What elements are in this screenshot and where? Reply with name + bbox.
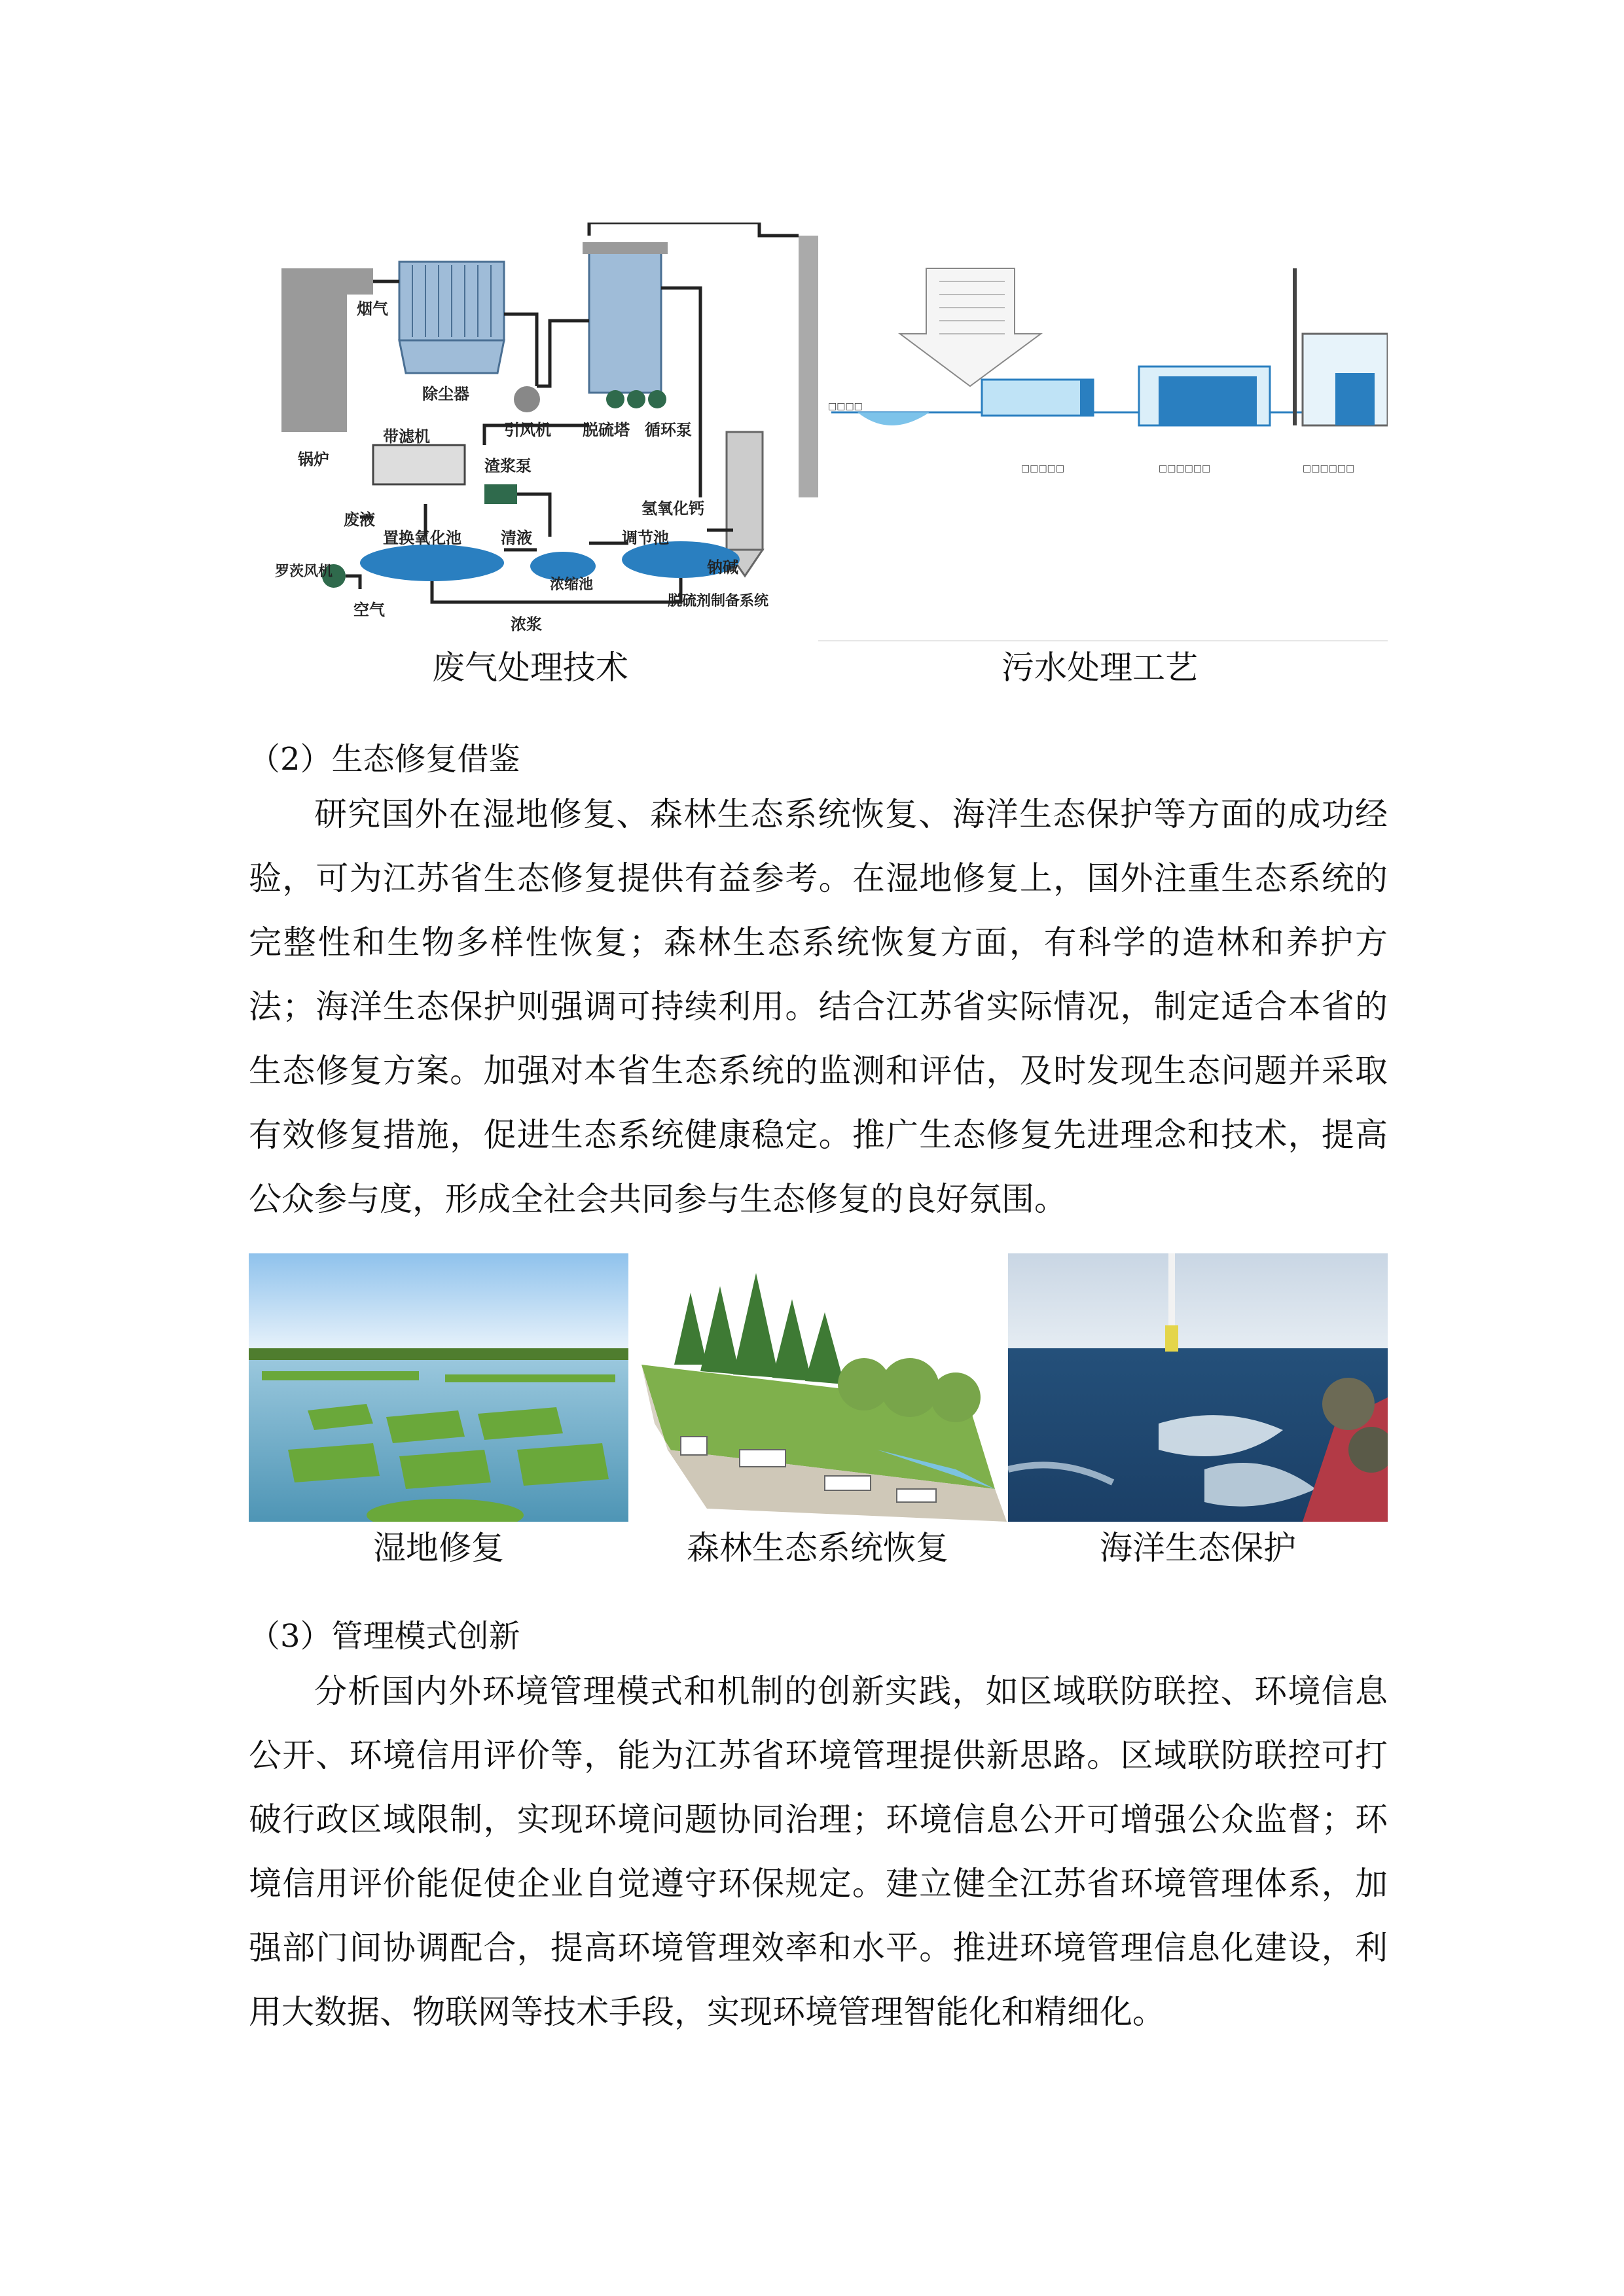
- exhaust-gas-diagram: [275, 223, 818, 641]
- label-tiaojiechi: 调节池: [622, 529, 669, 547]
- label-nongjiang: 浓浆: [511, 615, 542, 634]
- label-najian: 钠碱: [707, 558, 738, 577]
- label-guolu: 锅炉: [298, 450, 329, 469]
- label-qingyanghuagai: 氢氧化钙: [641, 499, 704, 518]
- section3-heading: （3）管理模式创新: [249, 1618, 520, 1655]
- label-chuchenqi: 除尘器: [422, 385, 469, 403]
- sewage-caption: 污水处理工艺: [1001, 649, 1198, 687]
- section3-paragraph: 分析国内外环境管理模式和机制的创新实践，如区域联防联控、环境信息公开、环境信用评价等，能为江苏省环境管理提供新思路。区域联防联控可打破行政区域限制，实现环境问题协同治理；环境信息公开可增强公众监督；环境信用评价能促使企业自觉遵守环保规定。建立健全江苏省环境管理体系，加强部门间协调配合，提高环境管理效率和水平。推进环境管理信息化建设，利用大数据、物联网等技术手段，实现环境管理智能化和精细化。: [249, 1672, 1388, 2031]
- label-zhajiangbeng: 渣浆泵: [484, 457, 532, 475]
- ocean-caption: 海洋生态保护: [1100, 1529, 1296, 1567]
- svg-text:□□□□: □□□□: [828, 401, 863, 412]
- wetland-photo: [249, 1253, 628, 1522]
- label-dailuji: 带滤机: [383, 427, 430, 446]
- forest-caption: 森林生态系统恢复: [687, 1529, 948, 1567]
- svg-text:□□□□□□: □□□□□□: [1159, 463, 1211, 474]
- section2-heading: （2）生态修复借鉴: [249, 741, 520, 778]
- sewage-process-diagram: [818, 223, 1388, 641]
- section2-paragraph: 研究国外在湿地修复、森林生态系统恢复、海洋生态保护等方面的成功经验，可为江苏省生态修复提供有益参考。在湿地修复上，国外注重生态系统的完整性和生物多样性恢复；森林生态系统恢复方面，有科学的造林和养护方法；海洋生态保护则强调可持续利用。结合江苏省实际情况，制定适合本省的生态修复方案。加强对本省生态系统的监测和评估，及时发现生态问题并采取有效修复措施，促进生态系统健康稳定。推广生态修复先进理念和技术，提高公众参与度，形成全社会共同参与生态修复的良好氛围。: [249, 795, 1388, 1218]
- label-qingye: 清液: [501, 529, 532, 547]
- label-nongsuochi: 浓缩池: [550, 577, 594, 593]
- wetland-caption: 湿地修复: [373, 1529, 504, 1567]
- label-tuoliuta: 脱硫塔: [583, 421, 630, 439]
- svg-text:□□□□□: □□□□□: [1021, 463, 1065, 474]
- label-luocifengji: 罗茨风机: [275, 564, 333, 580]
- ocean-photo: [1008, 1253, 1388, 1522]
- label-zhihuanyanghuachi: 置换氧化池: [383, 529, 461, 547]
- exhaust-caption: 废气处理技术: [432, 649, 628, 687]
- forest-ecosystem-illustration: [628, 1253, 1007, 1522]
- label-kongqi: 空气: [353, 601, 385, 619]
- label-tuoliujizhibei: 脱硫剂制备系统: [668, 593, 769, 609]
- label-yanqi: 烟气: [357, 300, 388, 318]
- label-yinfengji: 引风机: [504, 421, 551, 439]
- label-xunhuanbeng: 循环泵: [645, 421, 692, 439]
- label-feiye: 废液: [344, 511, 375, 529]
- svg-text:□□□□□□: □□□□□□: [1303, 463, 1355, 474]
